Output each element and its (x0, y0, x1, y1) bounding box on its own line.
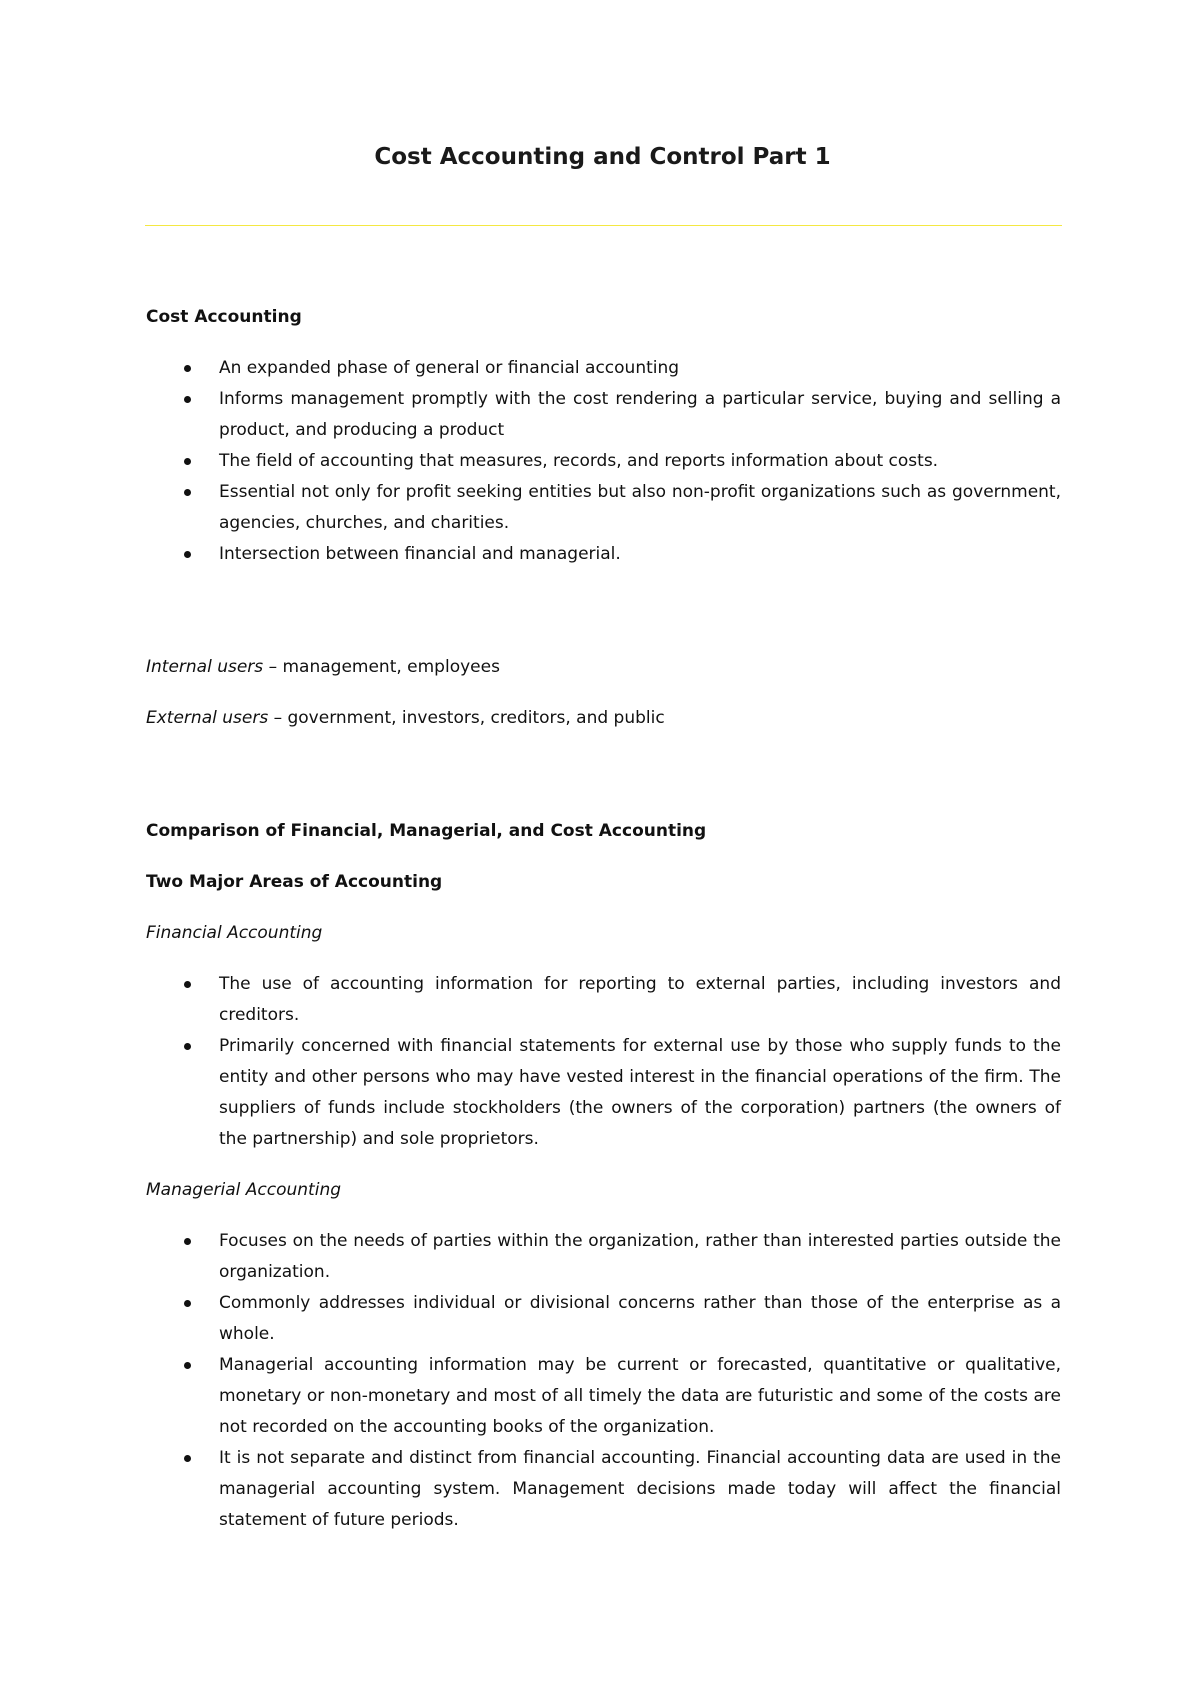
cost-accounting-list (146, 353, 1061, 570)
bullet-icon (184, 1238, 191, 1245)
bullet-icon (184, 981, 191, 988)
list-item: Managerial accounting information may be current or forecasted, quantitative or qualitative, monetary or non-monetary and most of all timely the data are futuristic and some of the costs are not recorded on the accounting books of the organization. (146, 1350, 1061, 1443)
list-item: Informs management promptly with the cost rendering a particular service, buying and selling a product, and producing a product (146, 384, 1061, 446)
internal-users-label: Internal users (146, 657, 264, 677)
list-item: It is not separate and distinct from financial accounting. Financial accounting data are used in the managerial accounting system. Management decisions made today will affect the financial statement of future periods. (146, 1443, 1061, 1536)
financial-accounting-list (146, 969, 1061, 1155)
list-item: An expanded phase of general or financial accounting (146, 353, 1061, 384)
section-heading-financial: Financial Accounting (146, 923, 323, 943)
title-divider (145, 225, 1062, 226)
managerial-accounting-list (146, 1226, 1061, 1536)
section-heading-managerial: Managerial Accounting (146, 1180, 342, 1200)
section-heading-cost-accounting: Cost Accounting (146, 307, 302, 327)
bullet-icon (184, 1362, 191, 1369)
external-users-label: External users (146, 708, 269, 728)
section-heading-comparison: Comparison of Financial, Managerial, and Cost Accounting (146, 821, 707, 841)
bullet-icon (184, 489, 191, 496)
list-item: Focuses on the needs of parties within the organization, rather than interested parties outside the organization. (146, 1226, 1061, 1288)
section-subheading-major-areas: Two Major Areas of Accounting (146, 872, 443, 892)
page-title: Cost Accounting and Control Part 1 (374, 144, 831, 170)
bullet-icon (184, 1455, 191, 1462)
list-item: The field of accounting that measures, records, and reports information about costs. (146, 446, 1061, 477)
bullet-icon (184, 1300, 191, 1307)
list-item: Essential not only for profit seeking entities but also non-profit organizations such as government, agencies, churches, and charities. (146, 477, 1061, 539)
list-item: Primarily concerned with financial statements for external use by those who supply funds to the entity and other persons who may have vested interest in the financial operations of the firm. The suppliers of funds include stockholders (the owners of the corporation) partners (the owners of the partnership) and sole proprietors. (146, 1031, 1061, 1155)
list-item: Intersection between financial and managerial. (146, 539, 1061, 570)
document-body (146, 302, 1061, 1536)
bullet-icon (184, 1043, 191, 1050)
list-item: Commonly addresses individual or divisional concerns rather than those of the enterprise as a whole. (146, 1288, 1061, 1350)
internal-users-line: Internal users – management, employees (146, 657, 500, 677)
bullet-icon (184, 365, 191, 372)
external-users-line: External users – government, investors, creditors, and public (146, 708, 665, 728)
bullet-icon (184, 458, 191, 465)
bullet-icon (184, 551, 191, 558)
list-item: The use of accounting information for reporting to external parties, including investors and creditors. (146, 969, 1061, 1031)
bullet-icon (184, 396, 191, 403)
